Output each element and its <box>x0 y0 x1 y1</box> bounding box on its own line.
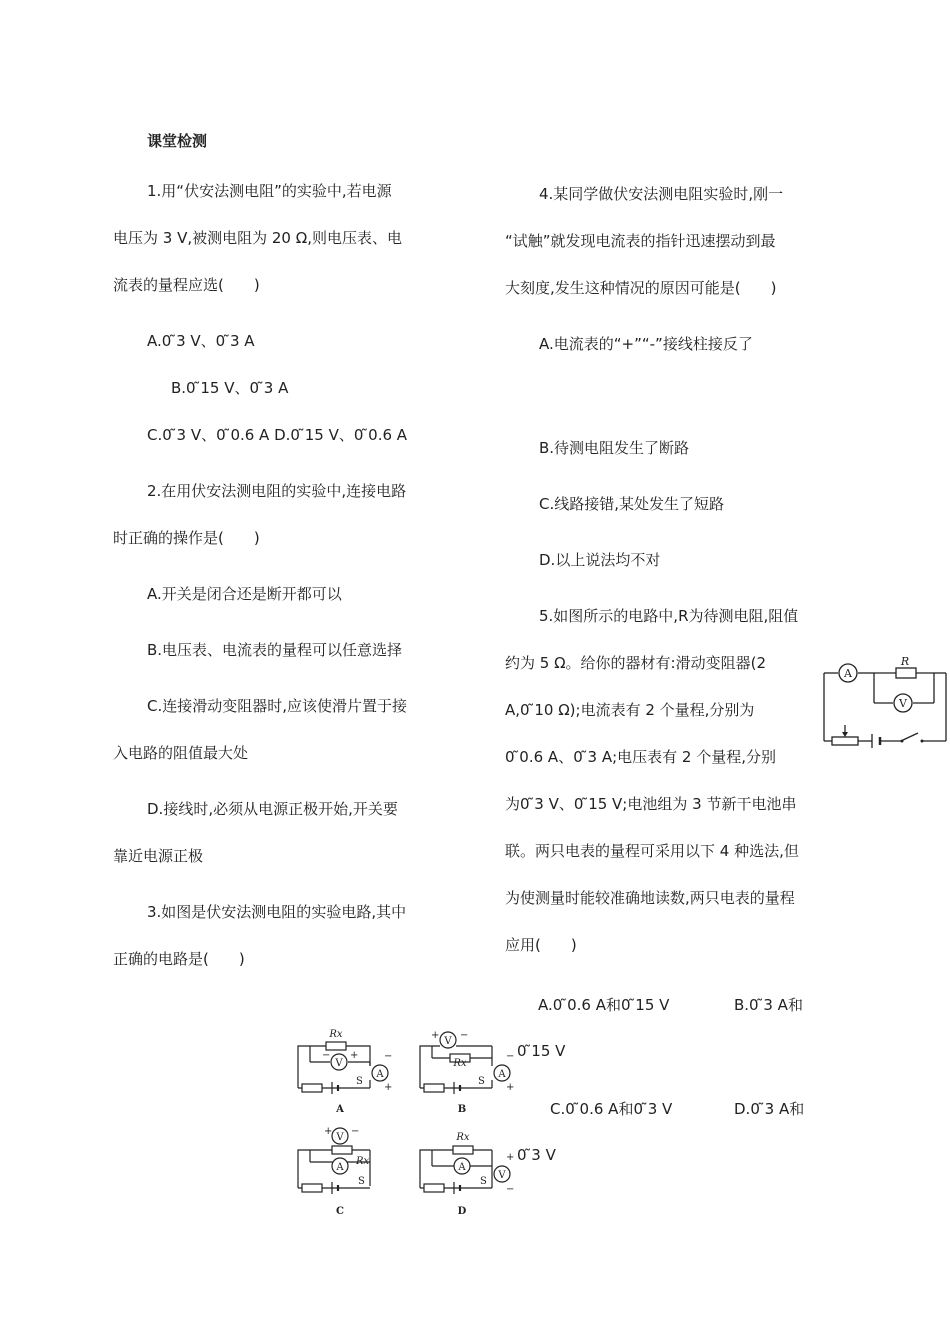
section-title: 课堂检测 <box>147 132 208 150</box>
q5-circuit-diagram <box>818 655 950 750</box>
circuit-d-label: D <box>457 1206 467 1217</box>
right-column <box>505 171 835 969</box>
q5-option-d-cont: 0 ̃3 V <box>517 1146 556 1164</box>
q2-line: 时正确的操作是( ) <box>113 529 260 547</box>
circuit-b-plus: + <box>431 1030 440 1041</box>
q5-option-c: C.0 ̃0.6 A和0 ̃3 V <box>550 1100 673 1118</box>
circuit-a-plus: + <box>350 1050 359 1061</box>
q5-line: 联。两只电表的量程可采用以下 4 种选法,但 <box>505 842 799 860</box>
circuit-d-plus: + <box>506 1152 515 1163</box>
circuit-c-label: C <box>336 1206 344 1217</box>
q3-line: 正确的电路是( ) <box>113 950 245 968</box>
resistor-icon <box>896 668 916 678</box>
circuit-c-voltmeter-label: V <box>336 1132 344 1143</box>
circuit-d <box>420 1132 514 1217</box>
circuit-d-voltmeter-label: V <box>498 1170 506 1181</box>
circuit-a-voltmeter-label: V <box>335 1058 343 1069</box>
circuit-b-plus2: + <box>506 1082 515 1093</box>
q5-line: 0 ̃0.6 A、0 ̃3 A;电压表有 2 个量程,分别 <box>505 748 776 766</box>
q3-circuits-figure <box>288 1018 523 1223</box>
circuit-b-ammeter-label: A <box>498 1069 506 1080</box>
q1-option-cd: C.0 ̃3 V、0 ̃0.6 A D.0 ̃15 V、0 ̃0.6 A <box>147 426 408 444</box>
circuit-a-plus2: + <box>384 1082 393 1093</box>
circuit-d-resistor-label: Rx <box>456 1132 470 1143</box>
q4-option-b: B.待测电阻发生了断路 <box>539 439 690 457</box>
circuit-b-minus2: − <box>506 1051 515 1062</box>
rheostat-icon <box>832 737 858 745</box>
q2-option-a: A.开关是闭合还是断开都可以 <box>147 585 342 603</box>
circuit-c-switch-label: S <box>358 1176 365 1187</box>
q4-line: 4.某同学做伏安法测电阻实验时,刚一 <box>539 185 784 203</box>
q5-line: 约为 5 Ω。给你的器材有:滑动变阻器(2 <box>505 654 766 672</box>
circuit-b-switch-label: S <box>478 1076 485 1087</box>
q2-option-d-cont: 靠近电源正极 <box>113 847 204 865</box>
q3-line: 3.如图是伏安法测电阻的实验电路,其中 <box>147 903 407 921</box>
q2-option-c-cont: 入电路的阻值最大处 <box>113 744 249 762</box>
circuit-b <box>420 1030 514 1115</box>
circuit-a-label: A <box>336 1104 344 1115</box>
q4-line: “试触”就发现电流表的指针迅速摆动到最 <box>505 232 776 250</box>
q5-line: 应用( ) <box>505 936 577 954</box>
q5-option-a: A.0 ̃0.6 A和0 ̃15 V <box>538 996 670 1014</box>
circuit-b-minus: − <box>460 1030 469 1041</box>
circuit-c-plus: + <box>324 1126 333 1137</box>
q2-option-d: D.接线时,必须从电源正极开始,开关要 <box>147 800 398 818</box>
ammeter-label: A <box>844 667 852 680</box>
q2-option-c: C.连接滑动变阻器时,应该使滑片置于接 <box>147 697 408 715</box>
circuit-b-resistor-label: Rx <box>453 1058 467 1069</box>
q1-option-a: A.0 ̃3 V、0 ̃3 A <box>147 332 255 350</box>
q2-line: 2.在用伏安法测电阻的实验中,连接电路 <box>147 482 407 500</box>
q4-option-a: A.电流表的“+”“-”接线柱接反了 <box>539 335 753 353</box>
circuit-d-ammeter-label: A <box>458 1162 466 1173</box>
q5-line: 为0 ̃3 V、0 ̃15 V;电池组为 3 节新干电池串 <box>505 795 797 813</box>
left-column <box>113 168 453 983</box>
q1-option-b: B.0 ̃15 V、0 ̃3 A <box>171 379 289 397</box>
q5-line: 为使测量时能较准确地读数,两只电表的量程 <box>505 889 795 907</box>
q5-line: 5.如图所示的电路中,R为待测电阻,阻值 <box>539 607 799 625</box>
q5-option-d: D.0 ̃3 A和 <box>734 1100 805 1118</box>
voltmeter-label: V <box>899 697 907 710</box>
circuit-b-label: B <box>457 1104 467 1115</box>
circuit-c-ammeter-label: A <box>336 1162 344 1173</box>
circuit-a-minus2: − <box>384 1051 393 1062</box>
circuit-a <box>298 1029 392 1115</box>
q4-line: 大刻度,发生这种情况的原因可能是( ) <box>505 279 777 297</box>
circuit-a-ammeter-label: A <box>376 1069 384 1080</box>
circuit-a-minus: − <box>322 1050 331 1061</box>
q4-option-d: D.以上说法均不对 <box>539 551 661 569</box>
circuit-c-minus: − <box>351 1126 360 1137</box>
q1-line: 1.用“伏安法测电阻”的实验中,若电源 <box>147 182 392 200</box>
circuit-b-voltmeter-label: V <box>444 1036 452 1047</box>
q4-option-c: C.线路接错,某处发生了短路 <box>539 495 725 513</box>
resistor-label: R <box>900 655 910 668</box>
q5-option-b-cont: 0 ̃15 V <box>517 1042 566 1060</box>
circuit-c <box>298 1126 370 1217</box>
q5-option-b: B.0 ̃3 A和 <box>734 996 803 1014</box>
q2-option-b: B.电压表、电流表的量程可以任意选择 <box>147 641 403 659</box>
circuit-a-resistor-label: Rx <box>329 1029 343 1040</box>
q5-line: A,0 ̃10 Ω);电流表有 2 个量程,分别为 <box>505 701 755 719</box>
q1-line: 流表的量程应选( ) <box>113 276 260 294</box>
circuit-d-switch-label: S <box>480 1176 487 1187</box>
q1-line: 电压为 3 V,被测电阻为 20 Ω,则电压表、电 <box>113 229 402 247</box>
circuit-c-resistor-label: Rx <box>356 1156 370 1167</box>
circuit-d-minus: − <box>506 1184 515 1195</box>
circuit-a-switch-label: S <box>356 1076 363 1087</box>
